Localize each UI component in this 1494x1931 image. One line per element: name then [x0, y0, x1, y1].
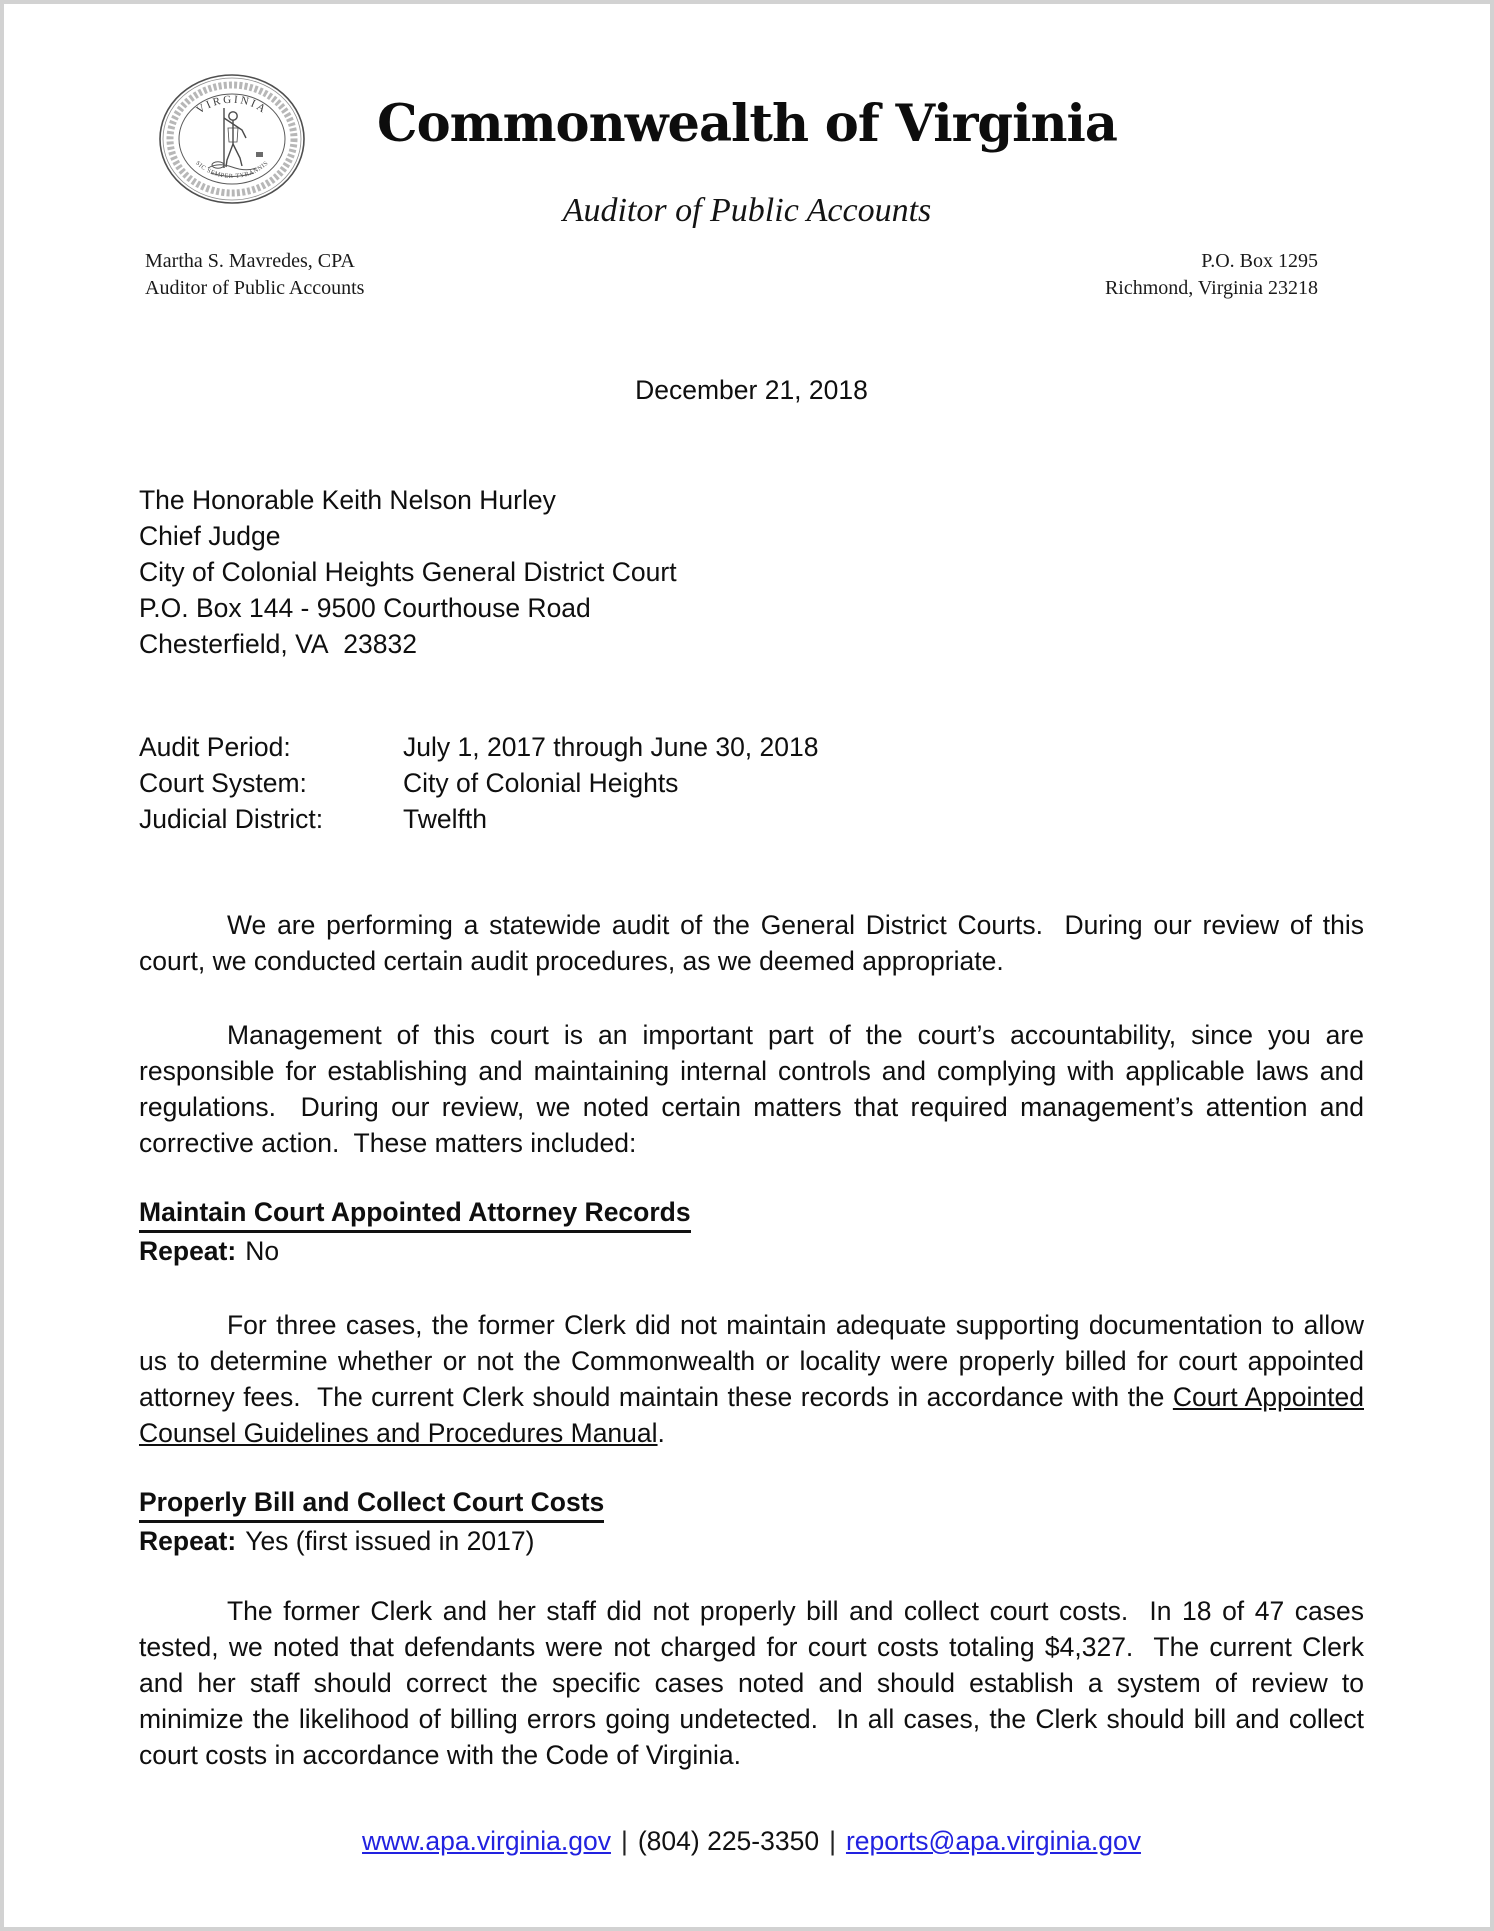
court-system-label: Court System:	[139, 768, 307, 798]
repeat-value: No	[245, 1236, 280, 1266]
repeat-label: Repeat:	[139, 1526, 237, 1556]
letterhead-official-block	[145, 248, 364, 302]
letterhead-address-block	[1105, 248, 1318, 302]
footer-contact-line	[139, 1823, 1364, 1859]
letter-date: December 21, 2018	[635, 375, 868, 405]
recipient-city: Chesterfield, VA 23832	[139, 629, 417, 659]
seal-motto-text: SIC SEMPER TYRANNIS	[194, 159, 270, 181]
court-system-row	[139, 765, 1364, 801]
email-link[interactable]: reports@apa.virginia.gov	[845, 1826, 1141, 1856]
judicial-district-label: Judicial District:	[139, 804, 324, 834]
finding-2-heading: Properly Bill and Collect Court Costs	[139, 1484, 1364, 1523]
website-link[interactable]: www.apa.virginia.gov	[362, 1826, 611, 1856]
seal-top-text: VIRGINIA	[194, 93, 270, 117]
recipient-title: Chief Judge	[139, 521, 281, 551]
audit-period-value: July 1, 2017 through June 30, 2018	[403, 732, 819, 762]
audit-info-block	[139, 729, 1364, 837]
management-paragraph: Management of this court is an important part of the court’s accountability, since you are responsible for establishing and maintaining internal controls and complying with applicable laws and regulations. During our review, we noted certain matters that required management’s attention and corrective action. These matters included:	[139, 1020, 1364, 1158]
letter-body	[139, 364, 1364, 1859]
judicial-district-row	[139, 801, 1364, 837]
finding-1-paragraph: For three cases, the former Clerk did not maintain adequate supporting documentation to allow us to determine whether or not the Commonwealth or locality were properly billed for court appointed attorney fees. The current Clerk should maintain these records in accordance with the Court Appointed Counsel Guidelines and Procedures Manual.	[139, 1310, 1364, 1448]
recipient-street: P.O. Box 144 - 9500 Courthouse Road	[139, 593, 591, 623]
recipient-name: The Honorable Keith Nelson Hurley	[139, 485, 556, 515]
letterhead-title: Commonwealth of Virginia	[377, 94, 1117, 154]
finding-1-repeat-line	[139, 1233, 1364, 1269]
po-box-line: P.O. Box 1295	[1201, 250, 1318, 272]
audit-period-label: Audit Period:	[139, 732, 291, 762]
repeat-value: Yes (first issued in 2017)	[245, 1526, 535, 1556]
recipient-address-block	[139, 482, 1364, 662]
footer-separator: |	[829, 1826, 836, 1856]
finding-2-paragraph: The former Clerk and her staff did not properly bill and collect court costs. In 18 of 47 cases tested, we noted that defendants were not charged for court costs totaling $4,327. The current Clerk and her staff should correct the specific cases noted and should establish a system of review to minimize the likelihood of billing errors going undetected. In all cases, the Clerk should bill and collect court costs in accordance with the Code of Virginia.	[139, 1596, 1364, 1770]
manual-title: Court Appointed Counsel Guidelines and Procedures Manual	[139, 1382, 1364, 1448]
audit-period-row	[139, 729, 1364, 765]
footer-phone: (804) 225-3350	[637, 1826, 820, 1856]
finding-2-repeat-line	[139, 1523, 1364, 1559]
repeat-label: Repeat:	[139, 1236, 237, 1266]
footer-separator: |	[620, 1826, 628, 1856]
city-state-zip-line: Richmond, Virginia 23218	[1104, 277, 1318, 299]
intro-paragraph: We are performing a statewide audit of the General District Courts. During our review of this court, we conducted certain audit procedures, as we deemed appropriate.	[139, 910, 1364, 976]
official-title: Auditor of Public Accounts	[145, 277, 365, 299]
judicial-district-value: Twelfth	[403, 804, 487, 834]
recipient-court: City of Colonial Heights General District Court	[139, 557, 677, 587]
court-system-value: City of Colonial Heights	[403, 768, 679, 798]
official-name: Martha S. Mavredes, CPA	[145, 250, 355, 272]
finding-1-heading: Maintain Court Appointed Attorney Records	[139, 1194, 1364, 1233]
letterhead-subtitle: Auditor of Public Accounts	[562, 192, 932, 229]
